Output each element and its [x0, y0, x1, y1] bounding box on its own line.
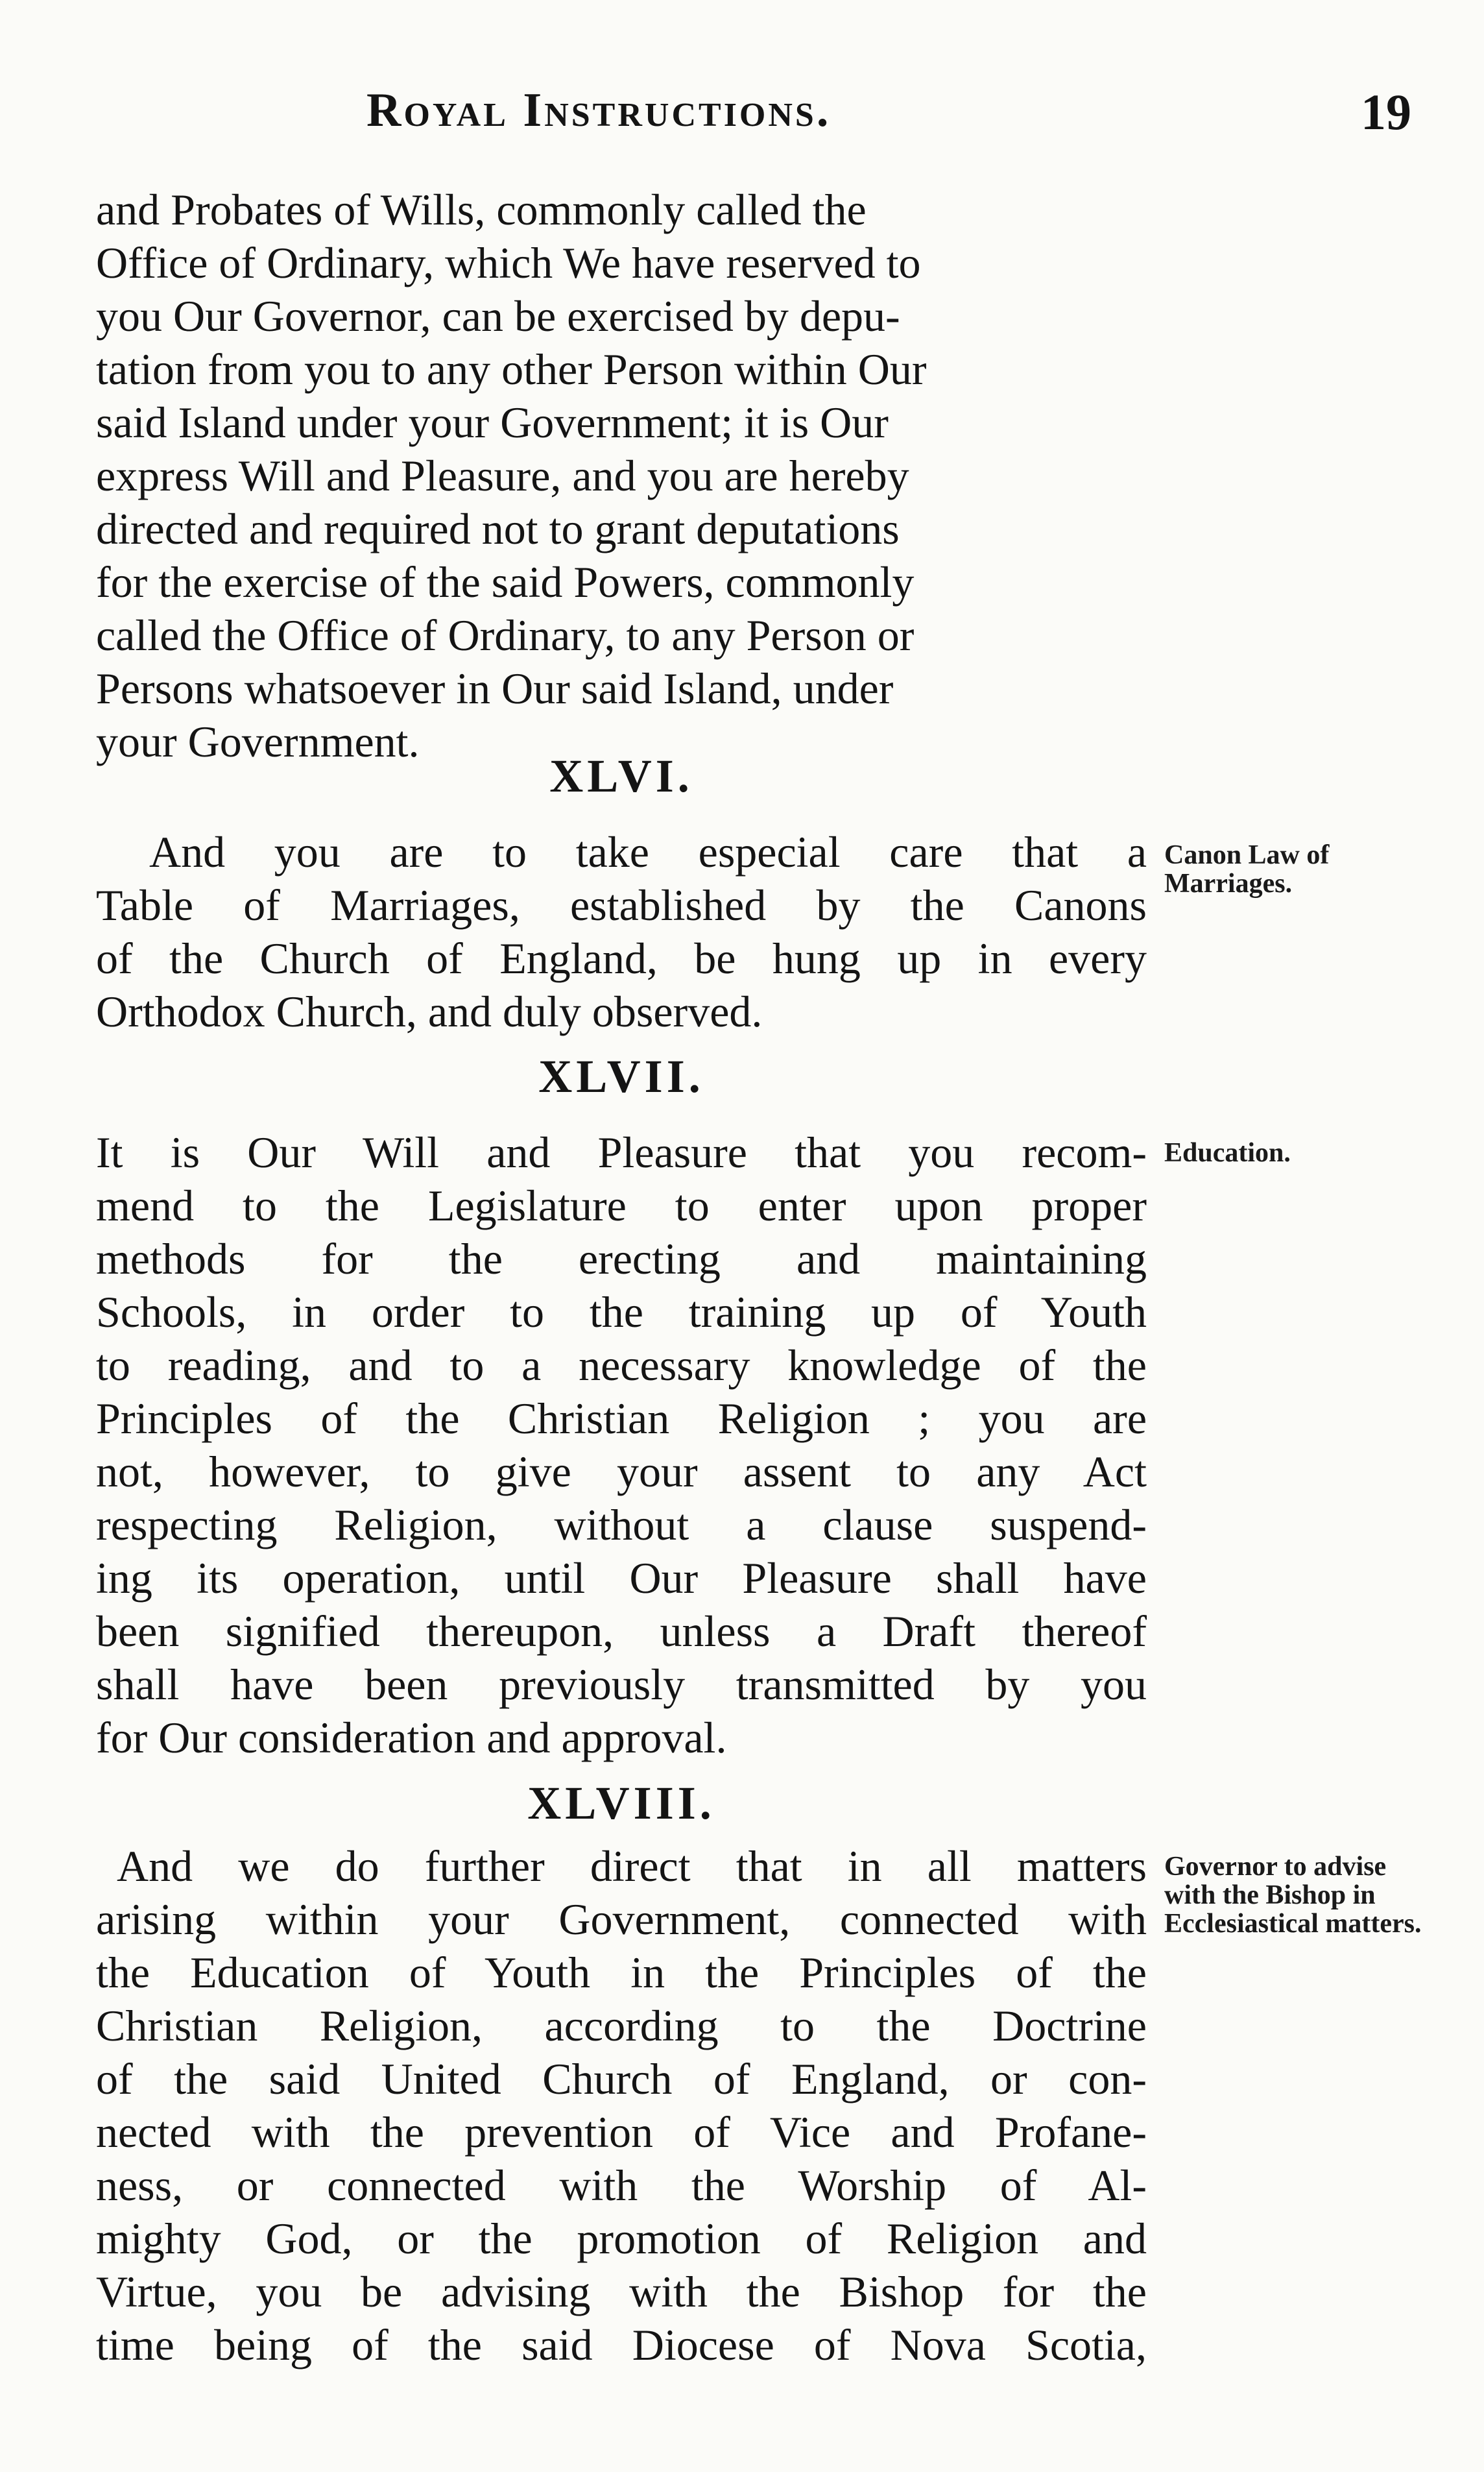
text-line: of the Church of England, be hung up in every: [96, 934, 1147, 983]
text-line: Virtue, you be advising with the Bishop for the: [96, 2267, 1147, 2316]
text-line: And we do further direct that in all matters: [117, 1841, 1147, 1891]
text-line: mend to the Legislature to enter upon proper: [96, 1181, 1147, 1230]
text-line: mighty God, or the promotion of Religion and: [96, 2214, 1147, 2263]
text-line: called the Office of Ordinary, to any Person or: [96, 611, 915, 660]
text-line: tation from you to any other Person within Our: [96, 345, 927, 394]
text-line: express Will and Pleasure, and you are hereby: [96, 451, 909, 500]
paragraph-continuation: [96, 183, 1147, 768]
text-line: It is Our Will and Pleasure that you recom-: [96, 1128, 1147, 1177]
section-heading-xlviii: XLVIII.: [527, 1777, 715, 1829]
text-line: not, however, to give your assent to any Act: [96, 1447, 1147, 1496]
margin-note-education: Education.: [1164, 1138, 1291, 1168]
section-heading-xlvii: XLVII.: [538, 1050, 704, 1102]
text-line: and Probates of Wills, commonly called the: [96, 185, 867, 234]
section-heading-xlvi: XLVI.: [549, 750, 693, 802]
text-line: Persons whatsoever in Our said Island, under: [96, 664, 894, 713]
text-line: arising within your Government, connected with: [96, 1895, 1147, 1944]
paragraph-xlvi: [96, 825, 1147, 1038]
text-line: you Our Governor, can be exercised by depu-: [96, 291, 900, 341]
text-line: methods for the erecting and maintaining: [96, 1234, 1147, 1283]
text-line: been signified thereupon, unless a Draft thereof: [96, 1606, 1147, 1656]
text-line: And you are to take especial care that a: [149, 827, 1147, 877]
text-line: your Government.: [96, 717, 420, 766]
text-line: ness, or connected with the Worship of Al-: [96, 2161, 1147, 2210]
text-line: Christian Religion, according to the Doctrine: [96, 2001, 1147, 2050]
text-line: Orthodox Church, and duly observed.: [96, 987, 763, 1036]
running-title: Royal Instructions.: [366, 84, 832, 137]
text-line: directed and required not to grant deputations: [96, 504, 900, 553]
text-line: time being of the said Diocese of Nova Scotia,: [96, 2320, 1147, 2369]
text-line: to reading, and to a necessary knowledge of the: [96, 1340, 1147, 1390]
text-line: said Island under your Government; it is Our: [96, 398, 889, 447]
text-line: for Our consideration and approval.: [96, 1713, 727, 1762]
text-line: of the said United Church of England, or con-: [96, 2054, 1147, 2103]
page-number: 19: [1361, 84, 1411, 140]
text-line: nected with the prevention of Vice and Profane-: [96, 2107, 1147, 2157]
paragraph-xlvii: [96, 1126, 1147, 1764]
text-line: for the exercise of the said Powers, commonly: [96, 557, 915, 607]
text-line: Principles of the Christian Religion ; you are: [96, 1394, 1147, 1443]
margin-note-governor-bishop: Governor to advise with the Bishop in Ecclesiastical matters.: [1164, 1852, 1422, 1939]
text-line: Schools, in order to the training up of Youth: [96, 1287, 1147, 1337]
text-line: Office of Ordinary, which We have reserved to: [96, 238, 921, 287]
text-line: shall have been previously transmitted by you: [96, 1660, 1147, 1709]
margin-note-canon-law: Canon Law of Marriages.: [1164, 840, 1330, 899]
paragraph-xlviii: [96, 1839, 1147, 2371]
text-line: ing its operation, until Our Pleasure shall have: [96, 1553, 1147, 1603]
text-line: Table of Marriages, established by the Canons: [96, 880, 1147, 930]
text-line: respecting Religion, without a clause suspend-: [96, 1500, 1147, 1549]
text-line: the Education of Youth in the Principles of the: [96, 1948, 1147, 1997]
